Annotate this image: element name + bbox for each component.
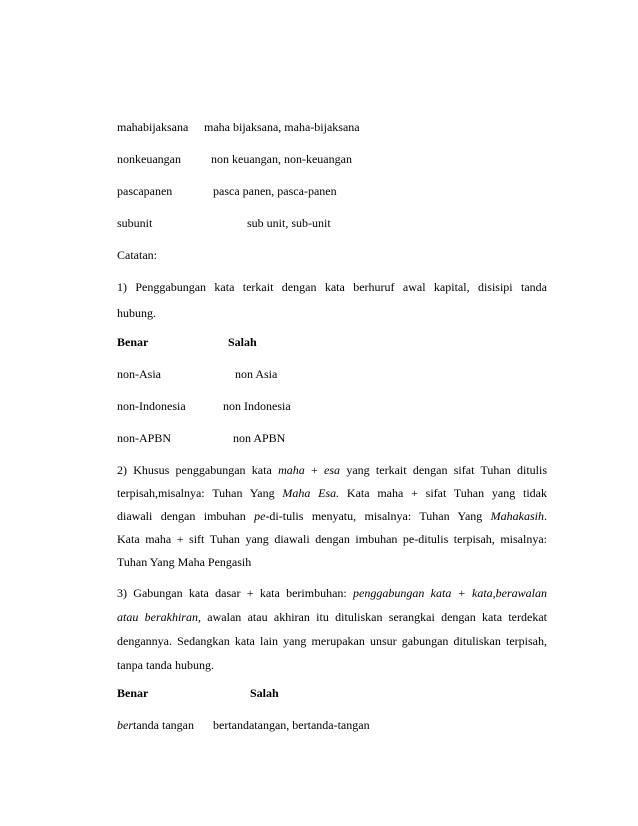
rule-1-line-1: 1) Penggabungan kata terkait dengan kata berhuruf awal kapital, disisipi tanda bbox=[117, 280, 547, 294]
rule-2-line-1-text-b: yang terkait dengan sifat Tuhan ditulis bbox=[340, 463, 547, 477]
table-1-header-correct: Benar bbox=[117, 335, 149, 349]
rule-2-plus: + bbox=[304, 463, 325, 477]
rule-2-line-3 bbox=[117, 509, 547, 523]
table-1-row-3-wrong: non APBN bbox=[233, 431, 286, 445]
table-1-row-2-wrong: non Indonesia bbox=[223, 399, 291, 413]
rule-2-line-5: Tuhan Yang Maha Pengasih bbox=[117, 555, 252, 569]
rule-1-line-2: hubung. bbox=[117, 306, 156, 320]
table-2-header-correct: Benar bbox=[117, 686, 149, 700]
rule-2-term-esa: esa bbox=[324, 463, 341, 477]
table-1-row-1-correct: non-Asia bbox=[117, 367, 161, 381]
example-correct-pascapanen: pascapanen bbox=[117, 184, 173, 198]
example-wrong-pascapanen: pasca panen, pasca-panen bbox=[213, 184, 337, 198]
rule-2-line-4: Kata maha + sift Tuhan yang diawali dengan imbuhan pe-ditulis terpisah, misalnya: bbox=[117, 532, 547, 546]
table-1-row-1-wrong: non Asia bbox=[235, 367, 278, 381]
rule-2-line-1-text-a: 2) Khusus penggabungan kata bbox=[117, 463, 279, 477]
example-correct-mahabijaksana: mahabijaksana bbox=[117, 120, 189, 134]
table-2-row-1-wrong: bertandatangan, bertanda-tangan bbox=[213, 718, 370, 732]
rule-2-line-2 bbox=[117, 486, 547, 500]
rule-2-line-2-text-b: Kata maha + sifat Tuhan yang tidak bbox=[339, 486, 548, 500]
rule-3-line-3: dengannya. Sedangkan kata lain yang merupakan unsur gabungan dituliskan terpisah, bbox=[117, 634, 547, 648]
table-2-prefix-ber: ber bbox=[117, 718, 133, 732]
rule-3-line-2-text-b: awalan atau akhiran itu dituliskan serangkai dengan kata terdekat bbox=[200, 610, 547, 624]
rule-2-line-1 bbox=[117, 463, 547, 477]
example-wrong-subunit: sub unit, sub-unit bbox=[247, 216, 331, 230]
rule-2-line-2-text-a: terpisah,misalnya: Tuhan Yang bbox=[117, 486, 283, 500]
example-wrong-nonkeuangan: non keuangan, non-keuangan bbox=[211, 152, 352, 166]
rule-2-line-3-text-c: . bbox=[544, 509, 547, 523]
table-2-header-wrong: Salah bbox=[250, 686, 279, 700]
rule-2-line-3-text-b: -di-tulis menyatu, misalnya: Tuhan Yang bbox=[265, 509, 491, 523]
rule-3-line-1-italic: penggabungan kata + kata,berawalan bbox=[353, 586, 547, 600]
note-label: Catatan: bbox=[117, 248, 157, 262]
rule-2-term-maha: maha bbox=[278, 463, 305, 477]
rule-2-line-3-text-a: diawali dengan imbuhan bbox=[117, 509, 255, 523]
rule-3-line-2 bbox=[117, 610, 547, 624]
example-correct-nonkeuangan: nonkeuangan bbox=[117, 152, 181, 166]
table-1-header-wrong: Salah bbox=[228, 335, 257, 349]
rule-3-line-1 bbox=[117, 586, 547, 600]
rule-3-line-2-italic: atau berakhiran, bbox=[117, 610, 201, 624]
rule-3-line-4: tanpa tanda hubung. bbox=[117, 658, 214, 672]
example-correct-subunit: subunit bbox=[117, 216, 153, 230]
table-2-row-1-correct bbox=[117, 718, 194, 732]
table-1-row-2-correct: non-Indonesia bbox=[117, 399, 186, 413]
rule-2-term-pe: pe bbox=[254, 509, 266, 523]
table-2-row-1-correct-rest: tanda tangan bbox=[133, 718, 194, 732]
rule-2-term-mahakasih: Mahakasih bbox=[490, 509, 544, 523]
table-1-row-3-correct: non-APBN bbox=[117, 431, 172, 445]
rule-2-term-maha-esa: Maha Esa. bbox=[282, 486, 340, 500]
rule-3-line-1-text-a: 3) Gabungan kata dasar + kata berimbuhan: bbox=[117, 586, 354, 600]
example-wrong-mahabijaksana: maha bijaksana, maha-bijaksana bbox=[204, 120, 360, 134]
